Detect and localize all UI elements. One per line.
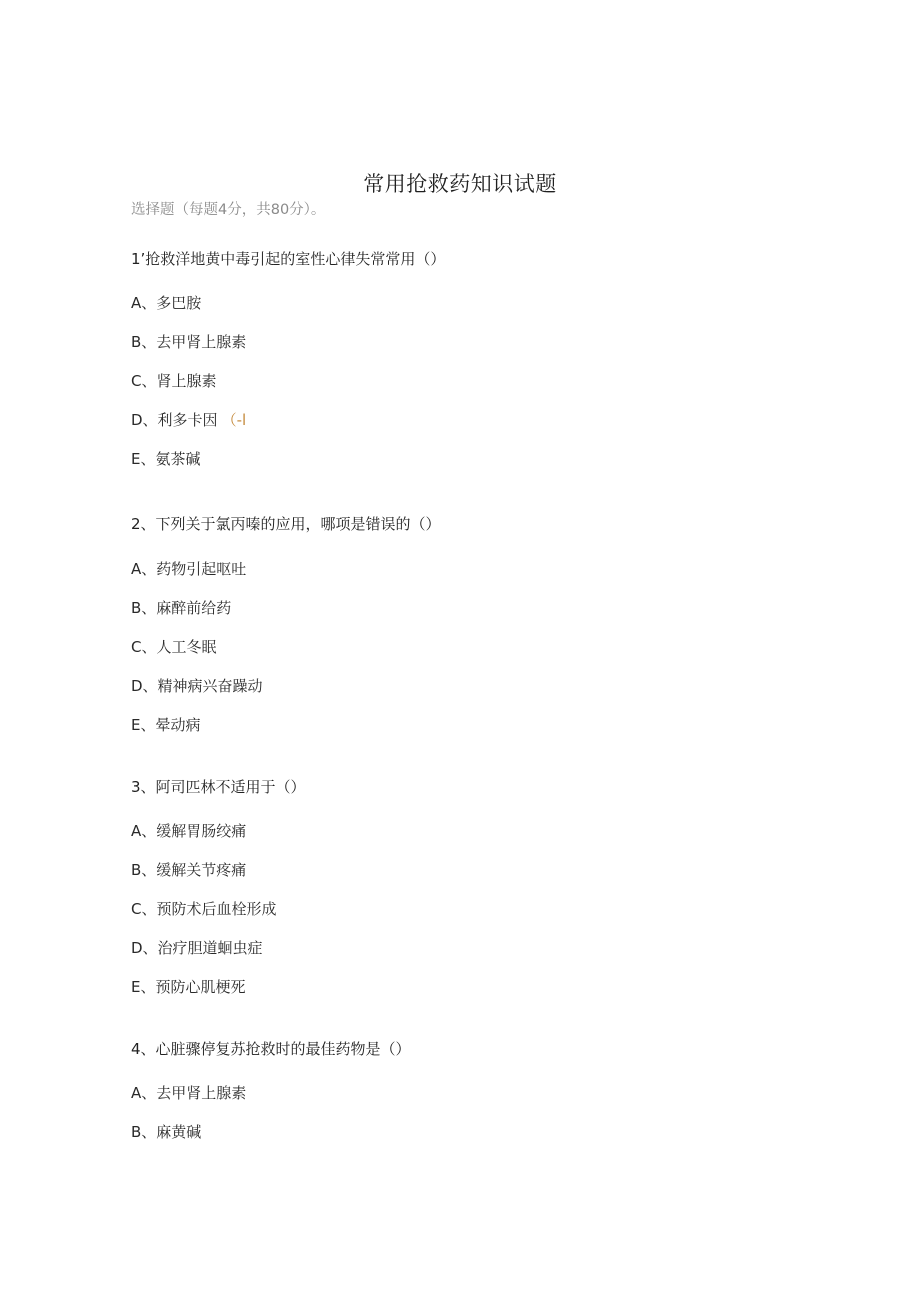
- question-1-stem: 1’抢救洋地黄中毒引起的室性心律失常常用（）: [131, 250, 446, 268]
- question-4-option-a: A、去甲肾上腺素: [131, 1084, 247, 1102]
- question-3-option-b: B、缓解关节疼痛: [131, 861, 247, 879]
- question-3-option-a: A、缓解胃肠绞痛: [131, 822, 247, 840]
- question-1-option-d-text: D、利多卡因: [131, 411, 218, 429]
- question-1-option-a: A、多巴胺: [131, 294, 202, 312]
- question-4-option-b: B、麻黄碱: [131, 1123, 202, 1141]
- question-2-option-b: B、麻醉前给药: [131, 599, 232, 617]
- question-1-option-b: B、去甲肾上腺素: [131, 333, 247, 351]
- question-2-option-a: A、药物引起呕吐: [131, 560, 247, 578]
- question-2-option-d: D、精神病兴奋躁动: [131, 677, 263, 695]
- section-heading: 选择题（每题4分，共80分）。: [131, 202, 326, 218]
- question-3-stem: 3、阿司匹林不适用于（）: [131, 778, 306, 796]
- question-3-option-c: C、预防术后血栓形成: [131, 900, 277, 918]
- question-4-stem: 4、心脏骤停复苏抢救时的最佳药物是（）: [131, 1040, 411, 1058]
- question-3-option-d: D、治疗胆道蛔虫症: [131, 939, 263, 957]
- question-1-option-d-mark: （-l: [221, 411, 247, 429]
- question-1-option-c: C、肾上腺素: [131, 372, 217, 390]
- question-3-option-e: E、预防心肌梗死: [131, 978, 246, 996]
- question-1-option-e: E、氨茶碱: [131, 450, 201, 468]
- question-2-stem: 2、下列关于氯丙嗪的应用，哪项是错误的（）: [131, 515, 441, 533]
- question-2-option-c: C、人工冬眠: [131, 638, 217, 656]
- question-1-option-d: [131, 409, 246, 431]
- question-2-option-e: E、晕动病: [131, 716, 201, 734]
- document-title: 常用抢救药知识试题: [363, 172, 557, 196]
